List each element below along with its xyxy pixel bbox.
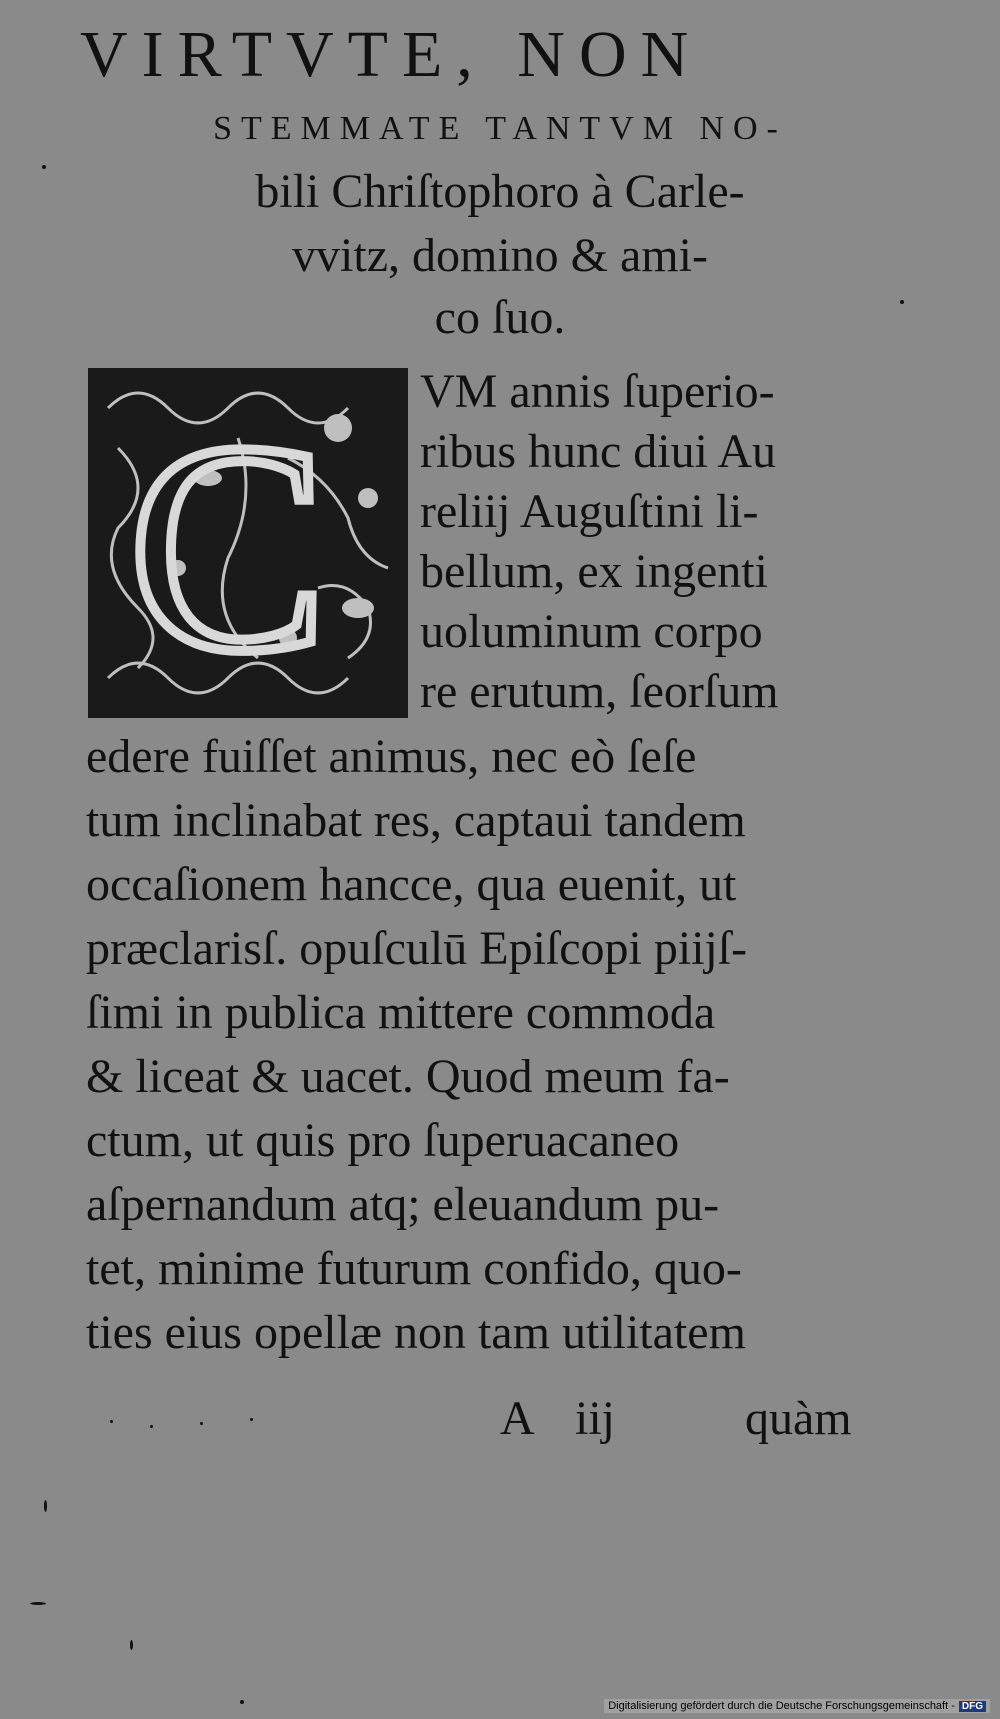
paper-speck	[30, 1602, 46, 1605]
title-line-1: VIRTVTE, NON	[80, 18, 703, 91]
text-line-1: VM annis ſuperio‑	[420, 365, 775, 418]
text-line-11: ſimi in publica mittere commoda	[86, 986, 716, 1039]
paper-speck	[240, 1700, 244, 1704]
paper-speck	[130, 1640, 133, 1650]
paper-speck	[900, 300, 904, 304]
text-line-2: ribus hunc diui Au	[420, 425, 776, 478]
text-line-5: uoluminum corpo	[420, 605, 763, 658]
digitization-credit	[604, 1699, 990, 1713]
foliage-ornament-icon	[88, 368, 408, 718]
text-line-12: & liceat & uacet. Quod meum fa‑	[86, 1050, 730, 1103]
text-line-7: edere fuiſſet animus, nec eò ſeſe	[86, 730, 697, 783]
paper-speck	[44, 1500, 47, 1512]
text-line-14: aſpernandum atq; eleuandum pu‑	[86, 1178, 720, 1231]
signature-mark: A	[500, 1392, 535, 1445]
text-line-3: reliĳ Auguſtini li‑	[420, 485, 759, 538]
title-line-5: co ſuo.	[434, 291, 566, 344]
catchword: quàm	[745, 1392, 852, 1445]
dfg-logo-icon: DFG	[959, 1701, 986, 1712]
paper-speck	[200, 1422, 203, 1425]
decorated-initial	[88, 368, 408, 718]
title-line-2: STEMMATE TANTVM NO‑	[213, 110, 787, 147]
paper-speck	[250, 1418, 253, 1421]
paper-speck	[110, 1420, 113, 1423]
title-line-4: vvitz, domino & ami‑	[292, 229, 708, 282]
credit-text: Digitalisierung gefördert durch die Deutsche Forschungsgemeinschaft -	[608, 1700, 955, 1712]
text-line-9: occaſionem hancce, qua euenit, ut	[86, 858, 737, 911]
text-line-6: re erutum, ſeorſum	[420, 665, 779, 718]
text-line-15: tet, minime futurum confido, quo‑	[86, 1242, 742, 1295]
text-line-13: ctum, ut quis pro ſuperuacaneo	[86, 1114, 680, 1167]
title-line-3: bili Chriſtophoro à Carle‑	[255, 165, 745, 218]
text-line-8: tum inclinabat res, captaui tandem	[86, 794, 746, 847]
paper-speck	[42, 165, 46, 169]
text-line-10: præclarisſ. opuſculū Epiſcopi piĳſ‑	[86, 922, 748, 975]
text-line-4: bellum, ex ingenti	[420, 545, 768, 598]
signature-sheet: iĳ	[575, 1392, 615, 1445]
text-line-16: ties eius opellæ non tam utilitatem	[86, 1306, 746, 1359]
initial-letter: C	[128, 381, 329, 713]
paper-speck	[150, 1425, 153, 1428]
